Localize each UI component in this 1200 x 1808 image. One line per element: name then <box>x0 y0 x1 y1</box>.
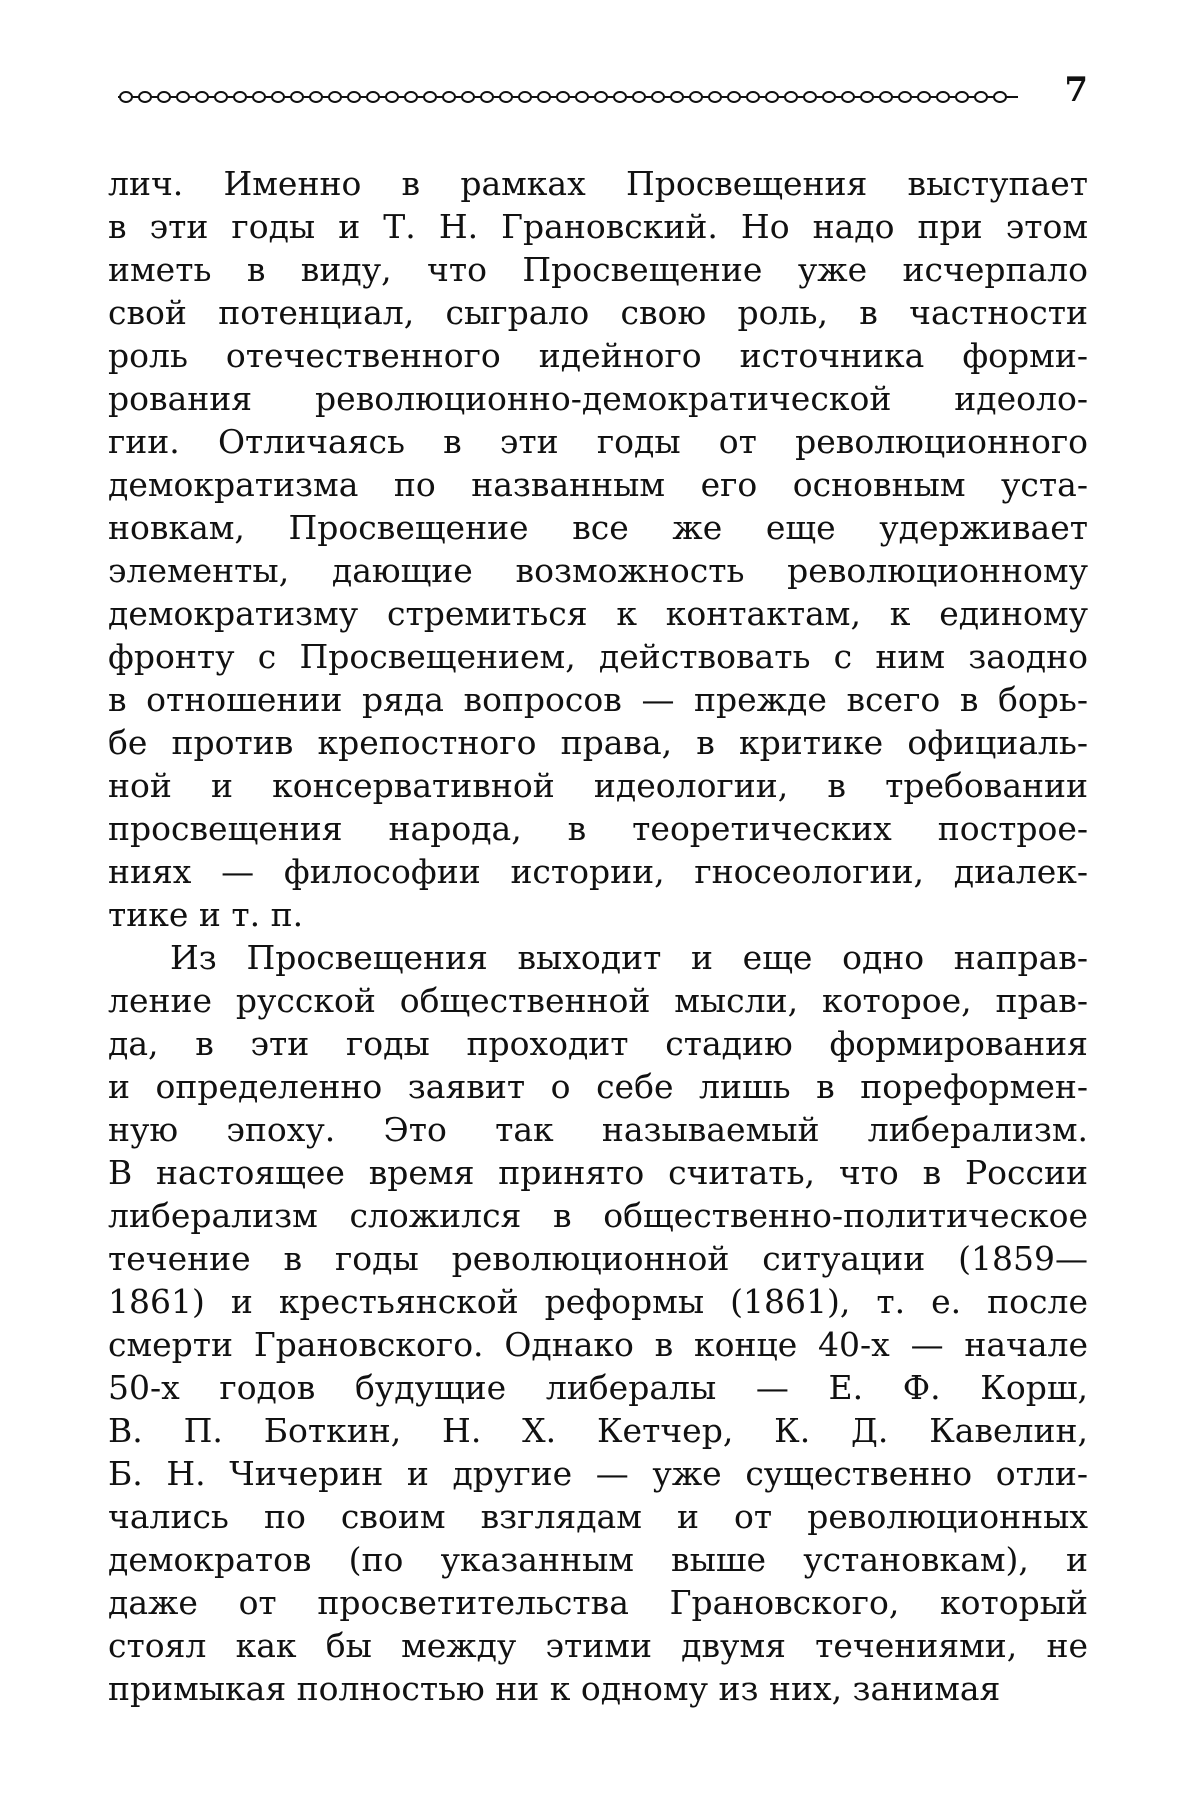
text-line: В настоящее время принято считать, что в России <box>108 1153 1088 1192</box>
text-line: Б. Н. Чичерин и другие — уже существенно отли- <box>108 1454 1088 1493</box>
text-line: смерти Грановского. Однако в конце 40-х — начале <box>108 1325 1088 1364</box>
text-line: В. П. Боткин, Н. Х. Кетчер, К. Д. Кавелин, <box>108 1411 1088 1450</box>
text-line: примыкая полностью ни к одному из них, занимая <box>108 1669 1001 1708</box>
text-line: в отношении ряда вопросов — прежде всего в борь- <box>108 680 1088 719</box>
text-line: гии. Отличаясь в эти годы от революционного <box>108 422 1088 461</box>
text-line: демократизма по названным его основным уста- <box>108 465 1088 504</box>
text-line: новкам, Просвещение все же еще удерживает <box>108 508 1088 547</box>
text-line: бе против крепостного права, в критике официаль- <box>108 723 1088 762</box>
text-line: Из Просвещения выходит и еще одно направ- <box>170 938 1088 977</box>
page-header <box>118 70 1088 114</box>
chain-ornament-divider <box>118 88 1018 106</box>
text-line: демократизму стремиться к контактам, к единому <box>108 594 1088 633</box>
text-line: стоял как бы между этими двумя течениями, не <box>108 1626 1088 1665</box>
text-line: лич. Именно в рамках Просвещения выступает <box>108 164 1088 203</box>
text-line: 50-х годов будущие либералы — Е. Ф. Корш, <box>108 1368 1088 1407</box>
text-line: тике и т. п. <box>108 895 304 934</box>
text-line: фронту с Просвещением, действовать с ним заодно <box>108 637 1088 676</box>
text-line: просвещения народа, в теоретических построе- <box>108 809 1088 848</box>
text-line: рования революционно-демократической идеоло- <box>108 379 1088 418</box>
text-line: да, в эти годы проходит стадию формирования <box>108 1024 1088 1063</box>
text-line: роль отечественного идейного источника форми- <box>108 336 1088 375</box>
text-line: элементы, дающие возможность революционному <box>108 551 1088 590</box>
text-line: течение в годы революционной ситуации (1859— <box>108 1239 1088 1278</box>
text-line: иметь в виду, что Просвещение уже исчерпало <box>108 250 1088 289</box>
text-line: ниях — философии истории, гносеологии, диалек- <box>108 852 1088 891</box>
text-line: 1861) и крестьянской реформы (1861), т. е. после <box>108 1282 1088 1321</box>
text-line: демократов (по указанным выше установкам), и <box>108 1540 1088 1579</box>
text-line: в эти годы и Т. Н. Грановский. Но надо при этом <box>108 207 1088 246</box>
text-line: ную эпоху. Это так называемый либерализм. <box>108 1110 1088 1149</box>
text-line: либерализм сложился в общественно-политическое <box>108 1196 1088 1235</box>
text-line: свой потенциал, сыграло свою роль, в частности <box>108 293 1088 332</box>
paragraph <box>108 936 1088 1710</box>
body-text <box>108 162 1088 1710</box>
text-line: и определенно заявит о себе лишь в пореформен- <box>108 1067 1088 1106</box>
text-line: ной и консервативной идеологии, в требовании <box>108 766 1088 805</box>
paragraph <box>108 162 1088 936</box>
text-line: ление русской общественной мысли, которое, прав- <box>108 981 1088 1020</box>
text-line: чались по своим взглядам и от революционных <box>108 1497 1088 1536</box>
text-line: даже от просветительства Грановского, который <box>108 1583 1088 1622</box>
page-number: 7 <box>1064 70 1088 110</box>
